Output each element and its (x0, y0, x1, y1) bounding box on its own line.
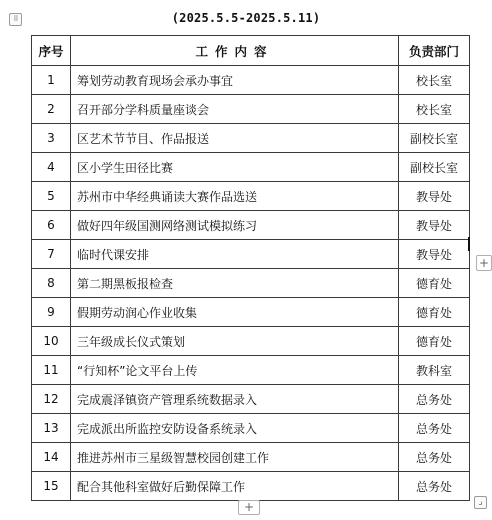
table-row (32, 182, 470, 211)
table-move-handle-icon[interactable]: ⠿ (9, 13, 22, 26)
row-task[interactable]: 临时代课安排 (71, 240, 399, 269)
row-index[interactable]: 13 (32, 414, 71, 443)
row-task[interactable]: 筹划劳动教育现场会承办事宜 (71, 66, 399, 95)
table-row (32, 240, 470, 269)
table-row (32, 414, 470, 443)
row-index[interactable]: 12 (32, 385, 71, 414)
row-task[interactable]: 三年级成长仪式策划 (71, 327, 399, 356)
row-dept[interactable]: 校长室 (399, 95, 470, 124)
row-index[interactable]: 6 (32, 211, 71, 240)
table-row (32, 66, 470, 95)
table-header-row (32, 36, 470, 66)
table-row (32, 124, 470, 153)
row-dept[interactable]: 教导处 (399, 211, 470, 240)
table-row (32, 298, 470, 327)
row-dept[interactable]: 教导处 (399, 240, 470, 269)
add-column-plus-icon[interactable]: + (476, 255, 492, 271)
row-task[interactable]: 第二期黑板报检查 (71, 269, 399, 298)
row-dept[interactable]: 总务处 (399, 414, 470, 443)
table-row (32, 95, 470, 124)
row-index[interactable]: 10 (32, 327, 71, 356)
row-task[interactable]: 做好四年级国测网络测试模拟练习 (71, 211, 399, 240)
table-row (32, 356, 470, 385)
table-row (32, 269, 470, 298)
table-row (32, 327, 470, 356)
row-task[interactable]: 召开部分学科质量座谈会 (71, 95, 399, 124)
row-dept[interactable]: 德育处 (399, 298, 470, 327)
row-task[interactable]: 完成震泽镇资产管理系统数据录入 (71, 385, 399, 414)
row-index[interactable]: 3 (32, 124, 71, 153)
row-index[interactable]: 14 (32, 443, 71, 472)
table-row (32, 472, 470, 501)
row-index[interactable]: 5 (32, 182, 71, 211)
header-task: 工作内容 (71, 36, 399, 66)
row-index[interactable]: 8 (32, 269, 71, 298)
row-dept[interactable]: 德育处 (399, 269, 470, 298)
row-task[interactable]: 完成派出所监控安防设备系统录入 (71, 414, 399, 443)
table-resize-icon[interactable]: ⌟ (474, 496, 487, 509)
table-row (32, 153, 470, 182)
row-dept[interactable]: 教导处 (399, 182, 470, 211)
header-dept: 负责部门 (399, 36, 470, 66)
row-task[interactable]: 区艺术节节目、作品报送 (71, 124, 399, 153)
row-task[interactable]: 区小学生田径比赛 (71, 153, 399, 182)
text-cursor (468, 237, 470, 251)
row-task[interactable]: 推进苏州市三星级智慧校园创建工作 (71, 443, 399, 472)
row-index[interactable]: 1 (32, 66, 71, 95)
row-index[interactable]: 9 (32, 298, 71, 327)
row-dept[interactable]: 教科室 (399, 356, 470, 385)
row-dept[interactable]: 德育处 (399, 327, 470, 356)
row-index[interactable]: 11 (32, 356, 71, 385)
row-dept[interactable]: 校长室 (399, 66, 470, 95)
row-dept[interactable]: 总务处 (399, 472, 470, 501)
table-row (32, 443, 470, 472)
row-dept[interactable]: 副校长室 (399, 124, 470, 153)
add-row-plus-icon[interactable]: + (238, 500, 260, 515)
row-index[interactable]: 2 (32, 95, 71, 124)
row-index[interactable]: 4 (32, 153, 71, 182)
row-index[interactable]: 7 (32, 240, 71, 269)
row-dept[interactable]: 副校长室 (399, 153, 470, 182)
table-row (32, 385, 470, 414)
row-task[interactable]: 苏州市中华经典诵读大赛作品选送 (71, 182, 399, 211)
row-dept[interactable]: 总务处 (399, 443, 470, 472)
row-index[interactable]: 15 (32, 472, 71, 501)
header-index: 序号 (32, 36, 71, 66)
table-row (32, 211, 470, 240)
row-task[interactable]: “行知杯”论文平台上传 (71, 356, 399, 385)
work-table (31, 35, 470, 501)
row-task[interactable]: 配合其他科室做好后勤保障工作 (71, 472, 399, 501)
row-dept[interactable]: 总务处 (399, 385, 470, 414)
date-range: (2025.5.5-2025.5.11) (171, 11, 321, 25)
row-task[interactable]: 假期劳动润心作业收集 (71, 298, 399, 327)
